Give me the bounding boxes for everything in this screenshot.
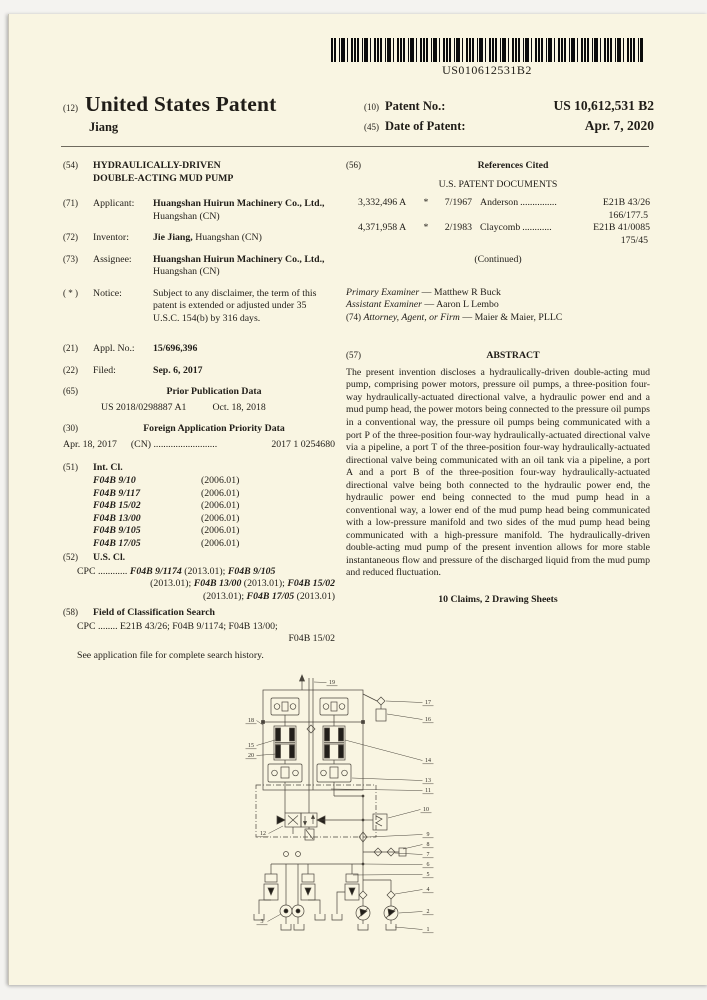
cpc-line: (2013.01); F04B 17/05 (2013.01) — [202, 590, 335, 602]
cpc-line: (2013.01); F04B 13/00 (2013.01); F04B 15/02 — [150, 578, 335, 590]
reference-rows — [346, 197, 650, 247]
foreign-priority-heading: Foreign Application Priority Data — [143, 423, 285, 435]
field-number-45: (45) — [364, 122, 379, 132]
inventor-label: Inventor: — [93, 232, 129, 244]
us-patent-documents-heading: U.S. PATENT DOCUMENTS — [438, 178, 558, 190]
invention-title: HYDRAULICALLY-DRIVEN DOUBLE-ACTING MUD PUMP — [93, 160, 234, 184]
int-cl-heading: Int. Cl. — [93, 461, 123, 473]
priority-date: Apr. 18, 2017 — [63, 438, 117, 450]
field-number: (57) — [346, 350, 361, 361]
us-cl-heading: U.S. Cl. — [93, 552, 126, 564]
notice-label: Notice: — [93, 287, 122, 299]
field-number: (22) — [63, 364, 78, 375]
appl-no-value: 15/696,396 — [153, 343, 198, 355]
reference-subclass: 166/177.5 — [608, 209, 648, 221]
figure-label-13: 13 — [425, 778, 431, 784]
field-number: (21) — [63, 343, 78, 354]
field-65-heading — [63, 386, 335, 399]
attorney-line: (74) Attorney, Agent, or Firm — Maier & Maier, PLLC — [346, 311, 563, 323]
patent-figure-schematic — [231, 668, 481, 963]
field-57-heading — [346, 350, 650, 363]
appl-no-label: Appl. No.: — [93, 343, 135, 355]
cpc-line: CPC ............ F04B 9/1174 (2013.01); F04B 9/105 — [77, 565, 276, 577]
claims-line: 10 Claims, 2 Drawing Sheets — [438, 593, 558, 605]
patent-paper — [8, 14, 707, 985]
header-left — [63, 92, 353, 135]
figure-label-11: 11 — [425, 788, 431, 794]
figure-label-7: 7 — [426, 852, 430, 858]
int-cl-row: F04B 17/05 (2006.01) — [93, 537, 240, 549]
assignee-value: Huangshan Huirun Machinery Co., Ltd., Huangshan (CN) — [153, 253, 325, 278]
prior-publication-heading: Prior Publication Data — [166, 386, 262, 398]
int-cl-table — [63, 475, 335, 550]
field-number: (73) — [63, 253, 78, 264]
examiner-block — [346, 287, 650, 325]
field-number: (58) — [63, 607, 78, 618]
search-note-line: See application file for complete search history. — [77, 649, 264, 661]
header-divider — [61, 146, 649, 147]
field-number: (51) — [63, 461, 78, 472]
figure-label-20: 20 — [248, 753, 254, 759]
publication-number: US 2018/0298887 A1 — [101, 401, 187, 413]
field-30-heading — [63, 423, 335, 436]
assistant-examiner-line: Assistant Examiner — Aaron L Lembo — [346, 299, 499, 311]
field-number: (65) — [63, 386, 78, 397]
field-71-applicant — [63, 198, 335, 223]
field-number: (72) — [63, 232, 78, 243]
patent-date-label: Date of Patent: — [385, 119, 466, 133]
int-cl-row: F04B 9/117 (2006.01) — [93, 487, 240, 499]
filed-value: Sep. 6, 2017 — [153, 364, 203, 376]
priority-number: 2017 1 0254680 — [271, 438, 335, 450]
field-number-12: (12) — [63, 103, 78, 113]
figure-label-6: 6 — [426, 862, 430, 868]
int-cl-row: F04B 15/02 (2006.01) — [93, 500, 240, 512]
applicant-value: Huangshan Huirun Machinery Co., Ltd., Huangshan (CN) — [153, 198, 325, 222]
field-54-title — [63, 160, 335, 185]
field-number: (71) — [63, 198, 78, 209]
reference-subclass: 175/45 — [620, 234, 648, 246]
figure-label-18: 18 — [248, 718, 254, 724]
page-title: United States Patent — [85, 92, 277, 116]
figure-label-19: 19 — [329, 680, 335, 686]
int-cl-row: F04B 9/105 (2006.01) — [93, 525, 240, 537]
field-number: (30) — [63, 423, 78, 434]
field-22-filed — [63, 365, 335, 378]
references-continued: (Continued) — [474, 254, 522, 266]
figure-label-4: 4 — [426, 887, 430, 893]
field-number: ( * ) — [63, 287, 78, 298]
inventor-surname: Jiang — [89, 120, 119, 134]
inventor-value: Jie Jiang, Huangshan (CN) — [153, 232, 262, 244]
patent-figure — [231, 668, 481, 963]
figure-label-3: 3 — [260, 919, 264, 925]
field-number-10: (10) — [364, 102, 379, 112]
figure-label-12: 12 — [260, 831, 266, 837]
right-column — [346, 160, 650, 606]
reference-row: 4,371,958 A * 2/1983 Claycomb ............ E21B 41/0085 — [358, 222, 650, 234]
int-cl-row: F04B 13/00 (2006.01) — [93, 512, 240, 524]
search-cpc-line: F04B 15/02 — [288, 633, 335, 645]
foreign-priority-line — [63, 439, 335, 452]
filed-label: Filed: — [93, 364, 116, 376]
assignee-label: Assignee: — [93, 253, 132, 265]
us-cl-lines — [63, 566, 335, 604]
barcode — [331, 38, 643, 62]
field-search-lines — [63, 621, 335, 663]
figure-label-9: 9 — [426, 832, 430, 838]
applicant-label: Applicant: — [93, 198, 135, 210]
figure-reference-labels — [246, 680, 434, 933]
figure-label-8: 8 — [426, 842, 430, 848]
field-73-assignee — [63, 254, 335, 279]
field-52-heading — [63, 552, 335, 565]
figure-label-10: 10 — [423, 807, 429, 813]
field-number: (56) — [346, 160, 361, 170]
barcode-text: US010612531B2 — [442, 63, 532, 77]
field-notice — [63, 288, 335, 326]
publication-date: Oct. 18, 2018 — [212, 401, 266, 413]
figure-label-14: 14 — [425, 758, 431, 764]
notice-text: Subject to any disclaimer, the term of this patent is extended or adjusted under 35 U.S.C. 154(b) by 316 days. — [153, 287, 317, 324]
abstract-text: The present invention discloses a hydraulically-driven double-acting mud pump, comprising power motors, pressure oil pumps, a three-position four-way hydraulically-actuated directional valve, a hydraulic power end and a mud pump head, the power motors being connected to the pressure oil pumps in a conventional way, the pressure oil pumps being communicated with a port P of the three-position four-way hydraulically-actuated directional valve via a pipeline, a port T of the three-position four-way hydraulically-actuated directional valve being communicated with an oil tank via a pipeline, a port A and a port B of the three-position four-way hydraulically-actuated directional valve being both connected to the hydraulic power end, the hydraulic power end being connected to the mud pump head in a conventional way, a lower end of the mud pump head being communicated with a low-pressure manifold and two sides of the mud pump head being communicated with a high-pressure manifold. The hydraulically-driven double-acting mud pump of the present invention allows for more stable instantaneous flow and pressure of the discharged liquid from the mud pump and reduced fluctuation. — [346, 366, 650, 579]
search-cpc-line: CPC ........ E21B 43/26; F04B 9/1174; F04B 13/00; — [77, 620, 278, 632]
int-cl-row: F04B 9/10 (2006.01) — [93, 475, 240, 487]
figure-label-5: 5 — [426, 872, 430, 878]
priority-country: (CN) .......................... — [130, 438, 218, 450]
field-number: (52) — [63, 552, 78, 563]
references-heading: References Cited — [477, 160, 549, 171]
field-number: (54) — [63, 160, 78, 170]
field-search-heading: Field of Classification Search — [93, 607, 216, 619]
patent-date-value: Apr. 7, 2020 — [584, 118, 654, 133]
reference-row: 3,332,496 A * 7/1967 Anderson ............... E21B 43/26 — [358, 197, 650, 209]
field-21-appl-no — [63, 343, 335, 356]
header-right — [364, 98, 654, 138]
field-72-inventor — [63, 232, 335, 245]
figure-label-17: 17 — [425, 700, 431, 706]
prior-publication-line — [63, 402, 335, 415]
figure-label-1: 1 — [426, 927, 430, 933]
figure-label-15: 15 — [248, 743, 254, 749]
abstract-heading: ABSTRACT — [486, 350, 540, 362]
figure-line-art — [254, 675, 406, 930]
patent-no-label: Patent No.: — [385, 99, 446, 113]
field-56-heading — [346, 160, 650, 173]
left-column — [63, 160, 335, 662]
primary-examiner-line: Primary Examiner — Matthew R Buck — [346, 286, 501, 298]
figure-label-16: 16 — [425, 717, 431, 723]
patent-no-value: US 10,612,531 B2 — [553, 98, 654, 113]
field-51-heading — [63, 462, 335, 475]
field-58-heading — [63, 607, 335, 620]
figure-label-2: 2 — [426, 909, 430, 915]
